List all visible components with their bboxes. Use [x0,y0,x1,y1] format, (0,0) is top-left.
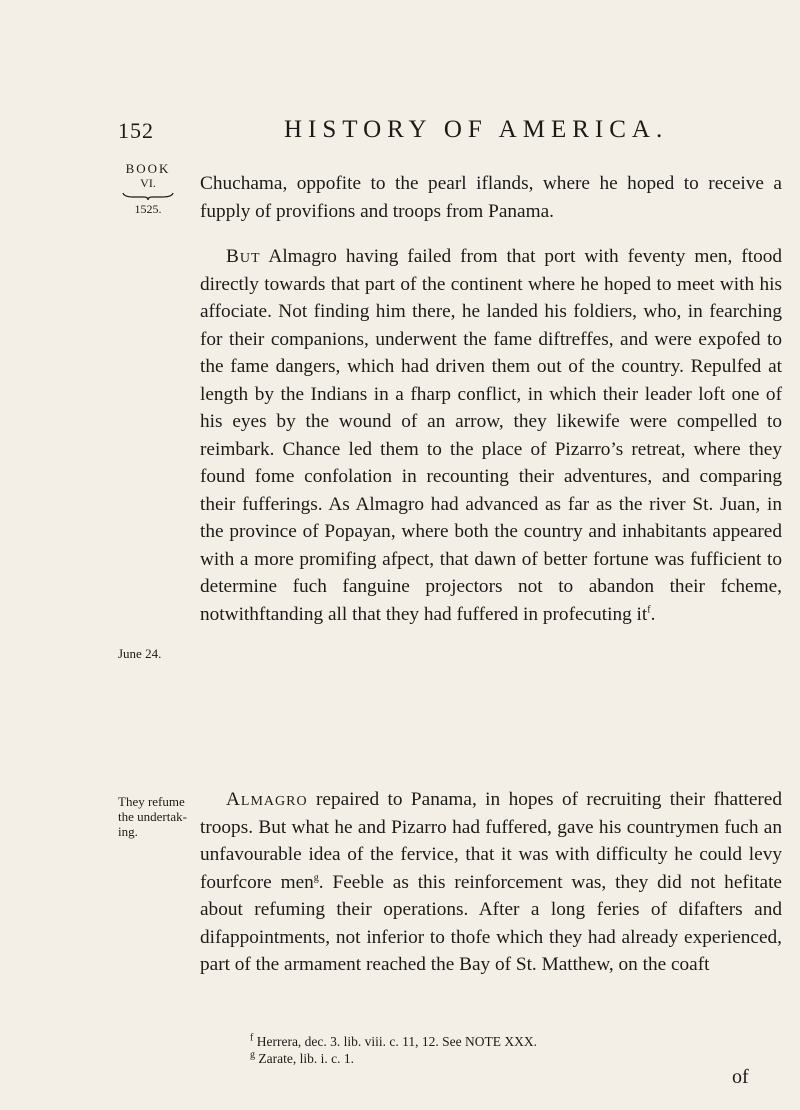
footnote-g-mark: g [250,1049,255,1061]
book-label: BOOK [125,161,171,176]
footnote-f-text: Herrera, dec. 3. lib. viii. c. 11, 12. See NOTE XXX. [253,1034,538,1049]
footnotes [250,1033,780,1067]
page-number: 152 [118,118,154,143]
year-note: 1525. [134,202,162,216]
brace-ornament [122,192,174,200]
body-text-top [200,170,782,628]
margin-side-note: They refume the undertak- ing. [118,794,187,839]
footnote-f-mark: f [250,1032,254,1044]
paragraph-2 [200,243,782,628]
paragraph-3-text-b: . Feeble as this reinforcement was, they did not hefitate about refuming their operations. After a long feries of difafters and difappointments, not inferior to thofe which they had already experienced, part of the armament reached the Bay of St. Matthew, on the coaft [200,871,782,975]
footnote-g-text: Zarate, lib. i. c. 1. [255,1051,354,1066]
paragraph-1: Chuchama, oppofite to the pearl iflands, where he hoped to receive a fupply of provifions and troops from Panama. [200,173,782,222]
paragraph-3-text-a: repaired to Panama, in hopes of recruiting their fhattered troops. But what he and Pizarro had fuffered, gave his countrymen fuch an unfavourable idea of the fervice, that it was with difficulty he could levy fourfcore men [200,789,782,893]
catchword: of [732,1066,749,1088]
footnote-ref-g: g [313,872,319,884]
paragraph-2-text: Almagro having failed from that port with feventy men, ftood directly towards that part of the continent where he hoped to meet with his affociate. Not finding him there, he landed his foldiers, who, in fearching for their companions, underwent the fame diftreffes, and were expofed to the fame dangers, which had driven them out of the country. Repulfed at length by the Indians in a fharp conflict, in which their leader loft one of his eyes by the wound of an arrow, they likewife were compelled to reimbark. Chance led them to the place of Pizarro’s retreat, where they found fome confolation in recounting their adventures, and comparing their fufferings. As Almagro had advanced as far as the river St. Juan, in the province of Popayan, where both the country and inhabitants appeared with a more promifing afpect, that dawn of better fortune was fufficient to determine fuch fanguine projectors not to abandon their fcheme, notwithftanding all that they had fuffered in profecuting it [200,246,782,625]
footnote-g [250,1050,780,1067]
book-marker [118,162,178,216]
footnote-f [250,1033,780,1050]
margin-date: June 24. [118,646,162,661]
paragraph-2-end: . [650,603,656,625]
paragraph-3-lead: Almagro [226,789,308,810]
body-text-bottom [200,786,782,979]
book-number: VI. [140,176,156,190]
running-title: HISTORY OF AMERICA. [284,116,669,143]
paragraph-2-lead: But [226,246,261,267]
paragraph-3 [200,786,782,979]
footnote-ref-f: f [647,604,651,616]
